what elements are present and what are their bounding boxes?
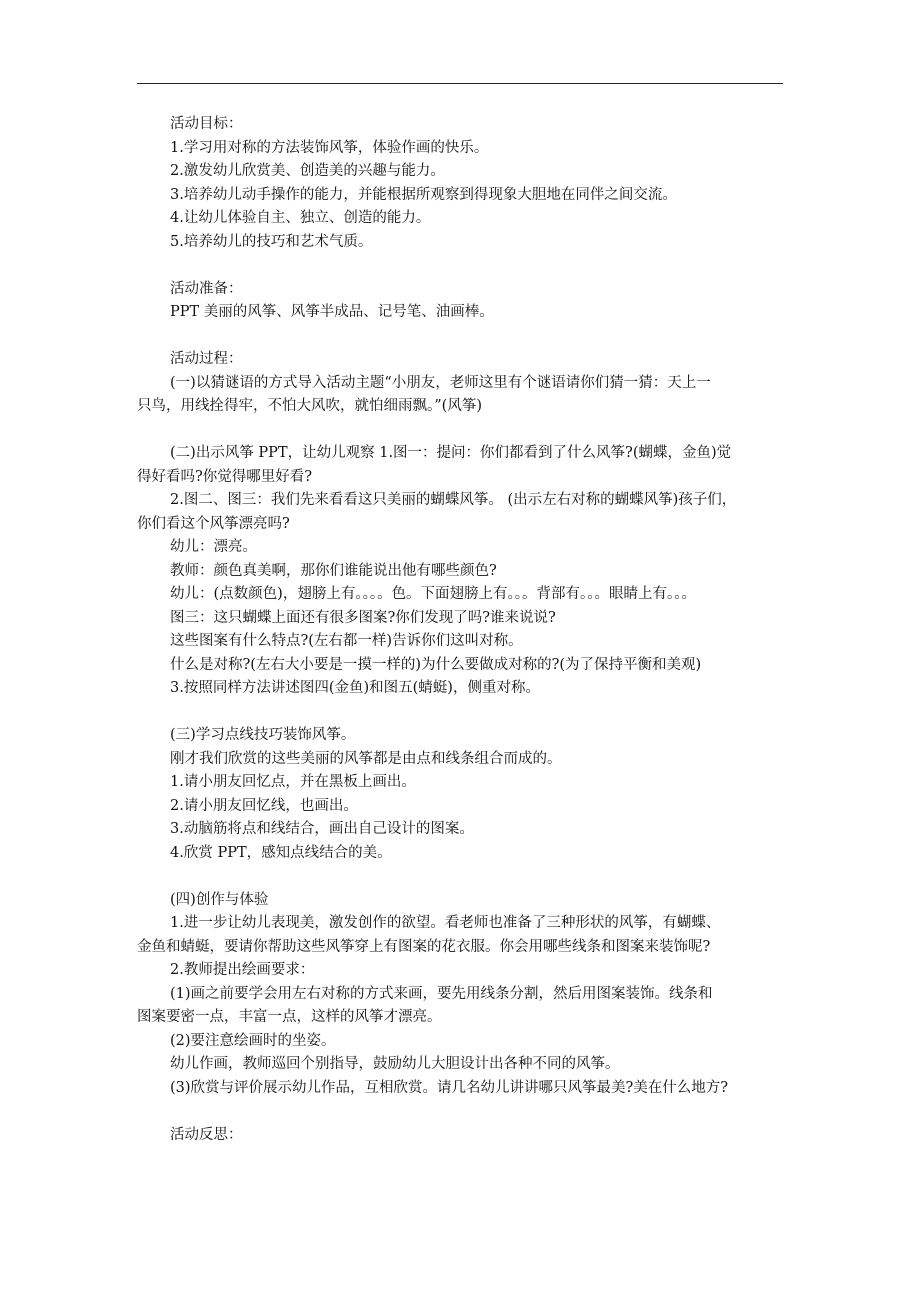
paragraph-line: 得好看吗?你觉得哪里好看?	[137, 468, 313, 485]
list-item: 2.教师提出绘画要求：	[170, 962, 315, 978]
document-body	[137, 113, 787, 1171]
dialogue-line: 幼儿：漂亮。	[170, 539, 257, 555]
section-goals	[137, 113, 787, 254]
paragraph-line: 1.进一步让幼儿表现美，激发创作的欲望。看老师也准备了三种形状的风筝，有蝴蝶、	[170, 915, 721, 931]
list-item: PPT 美丽的风筝、风筝半成品、记号笔、油画棒。	[170, 304, 494, 320]
paragraph-line: (一)以猜谜语的方式导入活动主题“小朋友，老师这里有个谜语请你们猜一猜：天上一	[170, 374, 711, 391]
list-item: (2)要注意绘画时的坐姿。	[170, 1032, 336, 1049]
paragraph-line: 只鸟，用线拴得牢，不怕大风吹，就怕细雨飘。”(风筝)	[137, 398, 482, 414]
section-heading: (四)创作与体验	[170, 891, 269, 908]
paragraph-line: (1)画之前要学会用左右对称的方式来画，要先用线条分割，然后用图案装饰。线条和	[170, 985, 713, 1002]
header-rule	[137, 83, 783, 84]
dialogue-line: 什么是对称?(左右大小要是一摸一样的)为什么要做成对称的?(为了保持平衡和美观)	[170, 656, 702, 673]
dialogue-line: 教师：颜色真美啊，那你们谁能说出他有哪些颜色?	[170, 562, 497, 579]
list-item: 1.请小朋友回忆点，并在黑板上画出。	[170, 774, 416, 790]
list-item: 4.让幼儿体验自主、独立、创造的能力。	[170, 210, 431, 226]
paragraph-line: (二)出示风筝 PPT，让幼儿观察 1.图一：提问：你们都看到了什么风筝?(蝴蝶，金鱼)觉	[170, 445, 732, 461]
section-reflection	[137, 1124, 787, 1148]
dialogue-line: 3.按照同样方法讲述图四(金鱼)和图五(蜻蜓)，侧重对称。	[170, 680, 540, 696]
section-heading: 活动目标：	[170, 116, 243, 132]
section-creation	[137, 889, 787, 1101]
section-process-observe	[137, 442, 787, 701]
dialogue-line: 这些图案有什么特点?(左右都一样)告诉你们这叫对称。	[170, 633, 523, 649]
section-heading: 活动准备：	[170, 280, 243, 297]
paragraph-line: 图案要密一点，丰富一点，这样的风筝才漂亮。	[137, 1009, 442, 1025]
list-item: 3.动脑筋将点和线结合，画出自己设计的图案。	[170, 821, 474, 837]
list-item: 幼儿作画，教师巡回个别指导，鼓励幼儿大胆设计出各种不同的风筝。	[170, 1056, 620, 1072]
section-process-intro	[137, 348, 787, 419]
section-heading: 活动过程：	[170, 351, 243, 367]
list-item: 3.培养幼儿动手操作的能力，并能根据所观察到得现象大胆地在同伴之间交流。	[170, 186, 677, 203]
list-item: 5.培养幼儿的技巧和艺术气质。	[170, 233, 373, 250]
section-technique	[137, 724, 787, 865]
list-item: 2.激发幼儿欣赏美、创造美的兴趣与能力。	[170, 163, 445, 179]
section-preparation	[137, 278, 787, 325]
paragraph-line: 你们看这个风筝漂亮吗?	[137, 515, 290, 532]
list-item: 4.欣赏 PPT，感知点线结合的美。	[170, 844, 392, 861]
section-heading: (三)学习点线技巧装饰风筝。	[170, 727, 356, 743]
paragraph-line: 金鱼和蜻蜓，要请你帮助这些风筝穿上有图案的花衣服。你会用哪些线条和图案来装饰呢?	[137, 938, 711, 955]
list-item: 1.学习用对称的方法装饰风筝，体验作画的快乐。	[170, 139, 489, 156]
dialogue-line: 幼儿：(点数颜色)，翅膀上有。。。。色。下面翅膀上有。。。背部有。。。眼睛上有。。。	[170, 586, 697, 602]
paragraph-line: 2.图二、图三：我们先来看看这只美丽的蝴蝶风筝。 (出示左右对称的蝴蝶风筝)孩子们，	[170, 492, 737, 508]
dialogue-line: 图三：这只蝴蝶上面还有很多图案?你们发现了吗?谁来说说?	[170, 609, 556, 626]
list-item: 刚才我们欣赏的这些美丽的风筝都是由点和线条组合而成的。	[170, 750, 562, 767]
section-heading: 活动反思：	[170, 1126, 243, 1143]
list-item: 2.请小朋友回忆线，也画出。	[170, 797, 358, 814]
list-item: (3)欣赏与评价展示幼儿作品，互相欣赏。请几名幼儿讲讲哪只风筝最美?美在什么地方?	[170, 1079, 729, 1096]
